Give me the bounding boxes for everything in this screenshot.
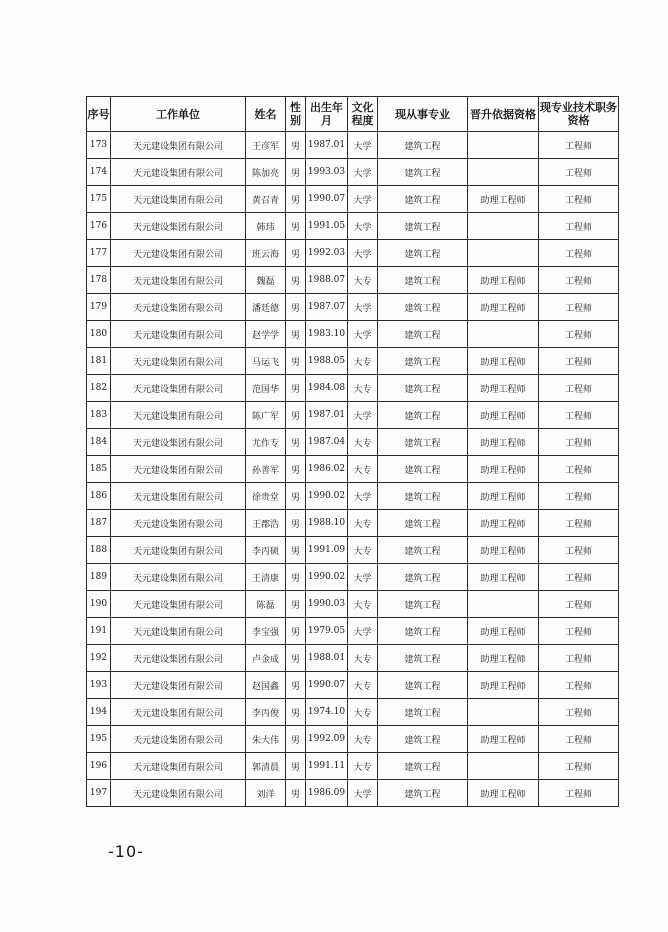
cell-qualification: 工程师	[539, 321, 619, 348]
table-row	[87, 294, 619, 321]
cell-birth: 1988.07	[306, 267, 348, 294]
cell-unit: 天元建设集团有限公司	[111, 699, 246, 726]
cell-unit: 天元建设集团有限公司	[111, 672, 246, 699]
cell-qualification: 工程师	[539, 618, 619, 645]
cell-birth: 1983.10	[306, 321, 348, 348]
cell-unit: 天元建设集团有限公司	[111, 267, 246, 294]
cell-qualification: 工程师	[539, 429, 619, 456]
cell-basis: 助理工程师	[468, 537, 539, 564]
cell-basis	[468, 321, 539, 348]
cell-qualification: 工程师	[539, 483, 619, 510]
cell-unit: 天元建设集团有限公司	[111, 402, 246, 429]
cell-unit: 天元建设集团有限公司	[111, 483, 246, 510]
cell-unit: 天元建设集团有限公司	[111, 618, 246, 645]
cell-education: 大专	[348, 267, 378, 294]
cell-gender: 男	[286, 510, 306, 537]
table-row	[87, 726, 619, 753]
cell-education: 大学	[348, 186, 378, 213]
cell-seq: 182	[87, 375, 111, 402]
cell-major: 建筑工程	[378, 537, 468, 564]
table-row	[87, 186, 619, 213]
cell-gender: 男	[286, 321, 306, 348]
cell-education: 大专	[348, 348, 378, 375]
cell-major: 建筑工程	[378, 132, 468, 159]
cell-qualification: 工程师	[539, 402, 619, 429]
cell-seq: 186	[87, 483, 111, 510]
cell-name: 王郡浩	[246, 510, 286, 537]
cell-unit: 天元建设集团有限公司	[111, 780, 246, 807]
cell-name: 陈广军	[246, 402, 286, 429]
cell-birth: 1987.01	[306, 402, 348, 429]
table-row	[87, 348, 619, 375]
cell-qualification: 工程师	[539, 267, 619, 294]
cell-basis: 助理工程师	[468, 294, 539, 321]
cell-basis	[468, 753, 539, 780]
cell-birth: 1988.05	[306, 348, 348, 375]
table-row	[87, 780, 619, 807]
cell-qualification: 工程师	[539, 213, 619, 240]
cell-seq: 190	[87, 591, 111, 618]
cell-unit: 天元建设集团有限公司	[111, 726, 246, 753]
cell-gender: 男	[286, 699, 306, 726]
table-row	[87, 645, 619, 672]
cell-education: 大学	[348, 402, 378, 429]
cell-birth: 1992.09	[306, 726, 348, 753]
header-unit: 工作单位	[111, 97, 246, 132]
cell-education: 大专	[348, 645, 378, 672]
cell-seq: 184	[87, 429, 111, 456]
cell-birth: 1974.10	[306, 699, 348, 726]
cell-education: 大学	[348, 159, 378, 186]
cell-unit: 天元建设集团有限公司	[111, 564, 246, 591]
table-row	[87, 537, 619, 564]
cell-major: 建筑工程	[378, 591, 468, 618]
cell-basis: 助理工程师	[468, 780, 539, 807]
cell-basis	[468, 159, 539, 186]
cell-qualification: 工程师	[539, 456, 619, 483]
cell-seq: 183	[87, 402, 111, 429]
cell-unit: 天元建设集团有限公司	[111, 294, 246, 321]
table-row	[87, 240, 619, 267]
cell-name: 卢金成	[246, 645, 286, 672]
cell-gender: 男	[286, 564, 306, 591]
cell-seq: 192	[87, 645, 111, 672]
table-row	[87, 591, 619, 618]
cell-major: 建筑工程	[378, 159, 468, 186]
cell-name: 赵国鑫	[246, 672, 286, 699]
cell-birth: 1987.01	[306, 132, 348, 159]
table-row	[87, 213, 619, 240]
cell-education: 大学	[348, 483, 378, 510]
header-birth: 出生年月	[306, 97, 348, 132]
cell-basis	[468, 132, 539, 159]
cell-basis	[468, 591, 539, 618]
cell-qualification: 工程师	[539, 510, 619, 537]
cell-gender: 男	[286, 267, 306, 294]
header-seq: 序号	[87, 97, 111, 132]
table-row	[87, 699, 619, 726]
cell-education: 大学	[348, 213, 378, 240]
cell-education: 大学	[348, 132, 378, 159]
cell-birth: 1988.01	[306, 645, 348, 672]
cell-education: 大专	[348, 591, 378, 618]
cell-birth: 1990.07	[306, 186, 348, 213]
cell-basis: 助理工程师	[468, 348, 539, 375]
cell-education: 大学	[348, 240, 378, 267]
cell-education: 大专	[348, 456, 378, 483]
cell-basis: 助理工程师	[468, 186, 539, 213]
cell-name: 李宝强	[246, 618, 286, 645]
cell-major: 建筑工程	[378, 186, 468, 213]
cell-seq: 194	[87, 699, 111, 726]
cell-seq: 179	[87, 294, 111, 321]
cell-major: 建筑工程	[378, 672, 468, 699]
table-row	[87, 564, 619, 591]
cell-name: 潘廷德	[246, 294, 286, 321]
cell-education: 大专	[348, 510, 378, 537]
cell-unit: 天元建设集团有限公司	[111, 186, 246, 213]
cell-gender: 男	[286, 537, 306, 564]
cell-seq: 197	[87, 780, 111, 807]
cell-basis: 助理工程师	[468, 456, 539, 483]
cell-gender: 男	[286, 375, 306, 402]
cell-major: 建筑工程	[378, 726, 468, 753]
cell-major: 建筑工程	[378, 402, 468, 429]
cell-unit: 天元建设集团有限公司	[111, 537, 246, 564]
header-major: 现从事专业	[378, 97, 468, 132]
cell-unit: 天元建设集团有限公司	[111, 510, 246, 537]
cell-birth: 1986.02	[306, 456, 348, 483]
cell-seq: 173	[87, 132, 111, 159]
cell-education: 大专	[348, 726, 378, 753]
table-row	[87, 429, 619, 456]
cell-gender: 男	[286, 483, 306, 510]
table-row	[87, 267, 619, 294]
cell-birth: 1984.08	[306, 375, 348, 402]
table-row	[87, 753, 619, 780]
cell-education: 大学	[348, 321, 378, 348]
cell-qualification: 工程师	[539, 537, 619, 564]
cell-major: 建筑工程	[378, 456, 468, 483]
cell-seq: 189	[87, 564, 111, 591]
cell-major: 建筑工程	[378, 348, 468, 375]
cell-unit: 天元建设集团有限公司	[111, 753, 246, 780]
cell-qualification: 工程师	[539, 672, 619, 699]
cell-birth: 1991.05	[306, 213, 348, 240]
cell-birth: 1979.05	[306, 618, 348, 645]
cell-seq: 181	[87, 348, 111, 375]
cell-name: 范国华	[246, 375, 286, 402]
cell-birth: 1990.07	[306, 672, 348, 699]
cell-education: 大学	[348, 780, 378, 807]
cell-basis: 助理工程师	[468, 564, 539, 591]
header-education: 文化程度	[348, 97, 378, 132]
cell-seq: 185	[87, 456, 111, 483]
cell-gender: 男	[286, 645, 306, 672]
cell-qualification: 工程师	[539, 186, 619, 213]
cell-basis: 助理工程师	[468, 645, 539, 672]
cell-major: 建筑工程	[378, 510, 468, 537]
cell-gender: 男	[286, 159, 306, 186]
cell-name: 班云海	[246, 240, 286, 267]
cell-major: 建筑工程	[378, 753, 468, 780]
table-row	[87, 618, 619, 645]
cell-name: 李丙俊	[246, 699, 286, 726]
cell-unit: 天元建设集团有限公司	[111, 456, 246, 483]
cell-seq: 175	[87, 186, 111, 213]
table-body	[87, 132, 619, 807]
cell-gender: 男	[286, 456, 306, 483]
cell-major: 建筑工程	[378, 240, 468, 267]
cell-qualification: 工程师	[539, 348, 619, 375]
page-number: -10-	[108, 842, 144, 861]
table-row	[87, 321, 619, 348]
cell-seq: 187	[87, 510, 111, 537]
cell-unit: 天元建设集团有限公司	[111, 645, 246, 672]
cell-birth: 1987.07	[306, 294, 348, 321]
cell-seq: 180	[87, 321, 111, 348]
cell-gender: 男	[286, 186, 306, 213]
cell-education: 大专	[348, 672, 378, 699]
cell-qualification: 工程师	[539, 159, 619, 186]
table-row	[87, 375, 619, 402]
table-row	[87, 510, 619, 537]
cell-gender: 男	[286, 213, 306, 240]
cell-basis: 助理工程师	[468, 483, 539, 510]
cell-unit: 天元建设集团有限公司	[111, 348, 246, 375]
cell-qualification: 工程师	[539, 564, 619, 591]
cell-education: 大专	[348, 375, 378, 402]
cell-seq: 195	[87, 726, 111, 753]
table-row	[87, 456, 619, 483]
cell-qualification: 工程师	[539, 699, 619, 726]
header-basis: 晋升依据资格	[468, 97, 539, 132]
table-row	[87, 483, 619, 510]
cell-name: 徐贵堂	[246, 483, 286, 510]
cell-gender: 男	[286, 618, 306, 645]
cell-basis: 助理工程师	[468, 402, 539, 429]
cell-gender: 男	[286, 240, 306, 267]
cell-name: 马运飞	[246, 348, 286, 375]
cell-education: 大学	[348, 618, 378, 645]
header-qualification: 现专业技术职务资格	[539, 97, 619, 132]
cell-name: 刘洋	[246, 780, 286, 807]
cell-gender: 男	[286, 348, 306, 375]
cell-seq: 177	[87, 240, 111, 267]
cell-education: 大专	[348, 537, 378, 564]
cell-gender: 男	[286, 780, 306, 807]
cell-basis: 助理工程师	[468, 429, 539, 456]
cell-basis	[468, 213, 539, 240]
cell-basis: 助理工程师	[468, 267, 539, 294]
cell-major: 建筑工程	[378, 321, 468, 348]
cell-basis	[468, 240, 539, 267]
cell-major: 建筑工程	[378, 267, 468, 294]
cell-birth: 1987.04	[306, 429, 348, 456]
cell-name: 赵学学	[246, 321, 286, 348]
cell-name: 尤作专	[246, 429, 286, 456]
cell-qualification: 工程师	[539, 753, 619, 780]
cell-major: 建筑工程	[378, 483, 468, 510]
cell-major: 建筑工程	[378, 429, 468, 456]
cell-qualification: 工程师	[539, 132, 619, 159]
cell-seq: 178	[87, 267, 111, 294]
table-row	[87, 132, 619, 159]
cell-qualification: 工程师	[539, 240, 619, 267]
cell-basis: 助理工程师	[468, 375, 539, 402]
table-header-row	[87, 97, 619, 132]
cell-qualification: 工程师	[539, 780, 619, 807]
cell-major: 建筑工程	[378, 213, 468, 240]
cell-unit: 天元建设集团有限公司	[111, 591, 246, 618]
cell-major: 建筑工程	[378, 294, 468, 321]
cell-gender: 男	[286, 591, 306, 618]
cell-qualification: 工程师	[539, 645, 619, 672]
cell-major: 建筑工程	[378, 618, 468, 645]
cell-name: 王清康	[246, 564, 286, 591]
cell-unit: 天元建设集团有限公司	[111, 375, 246, 402]
cell-basis: 助理工程师	[468, 618, 539, 645]
cell-gender: 男	[286, 294, 306, 321]
cell-basis: 助理工程师	[468, 672, 539, 699]
cell-education: 大专	[348, 429, 378, 456]
cell-birth: 1988.10	[306, 510, 348, 537]
cell-name: 黄召青	[246, 186, 286, 213]
cell-gender: 男	[286, 429, 306, 456]
cell-birth: 1993.03	[306, 159, 348, 186]
cell-birth: 1990.02	[306, 564, 348, 591]
personnel-table	[86, 96, 619, 807]
cell-unit: 天元建设集团有限公司	[111, 159, 246, 186]
header-gender: 性别	[286, 97, 306, 132]
cell-qualification: 工程师	[539, 294, 619, 321]
cell-education: 大学	[348, 294, 378, 321]
cell-education: 大学	[348, 564, 378, 591]
cell-unit: 天元建设集团有限公司	[111, 240, 246, 267]
cell-birth: 1990.02	[306, 483, 348, 510]
cell-major: 建筑工程	[378, 375, 468, 402]
cell-basis: 助理工程师	[468, 726, 539, 753]
cell-education: 大专	[348, 699, 378, 726]
cell-name: 朱大伟	[246, 726, 286, 753]
cell-seq: 191	[87, 618, 111, 645]
cell-birth: 1990.03	[306, 591, 348, 618]
cell-major: 建筑工程	[378, 780, 468, 807]
cell-birth: 1991.09	[306, 537, 348, 564]
cell-education: 大专	[348, 753, 378, 780]
cell-seq: 196	[87, 753, 111, 780]
cell-gender: 男	[286, 402, 306, 429]
cell-unit: 天元建设集团有限公司	[111, 321, 246, 348]
table-row	[87, 159, 619, 186]
cell-unit: 天元建设集团有限公司	[111, 132, 246, 159]
cell-name: 孙善军	[246, 456, 286, 483]
cell-qualification: 工程师	[539, 591, 619, 618]
cell-seq: 188	[87, 537, 111, 564]
cell-gender: 男	[286, 753, 306, 780]
cell-unit: 天元建设集团有限公司	[111, 429, 246, 456]
table-row	[87, 672, 619, 699]
cell-gender: 男	[286, 672, 306, 699]
cell-major: 建筑工程	[378, 564, 468, 591]
cell-basis	[468, 699, 539, 726]
table-row	[87, 402, 619, 429]
cell-gender: 男	[286, 726, 306, 753]
cell-basis: 助理工程师	[468, 510, 539, 537]
cell-name: 陈加亮	[246, 159, 286, 186]
cell-name: 陈磊	[246, 591, 286, 618]
cell-birth: 1986.09	[306, 780, 348, 807]
cell-seq: 193	[87, 672, 111, 699]
cell-qualification: 工程师	[539, 375, 619, 402]
cell-major: 建筑工程	[378, 699, 468, 726]
cell-qualification: 工程师	[539, 726, 619, 753]
cell-birth: 1992.03	[306, 240, 348, 267]
cell-name: 韩玮	[246, 213, 286, 240]
cell-major: 建筑工程	[378, 645, 468, 672]
cell-name: 李丙硕	[246, 537, 286, 564]
cell-unit: 天元建设集团有限公司	[111, 213, 246, 240]
cell-seq: 176	[87, 213, 111, 240]
cell-name: 魏磊	[246, 267, 286, 294]
cell-name: 王彦军	[246, 132, 286, 159]
cell-seq: 174	[87, 159, 111, 186]
cell-birth: 1991.11	[306, 753, 348, 780]
cell-name: 郭清晨	[246, 753, 286, 780]
header-name: 姓名	[246, 97, 286, 132]
cell-gender: 男	[286, 132, 306, 159]
